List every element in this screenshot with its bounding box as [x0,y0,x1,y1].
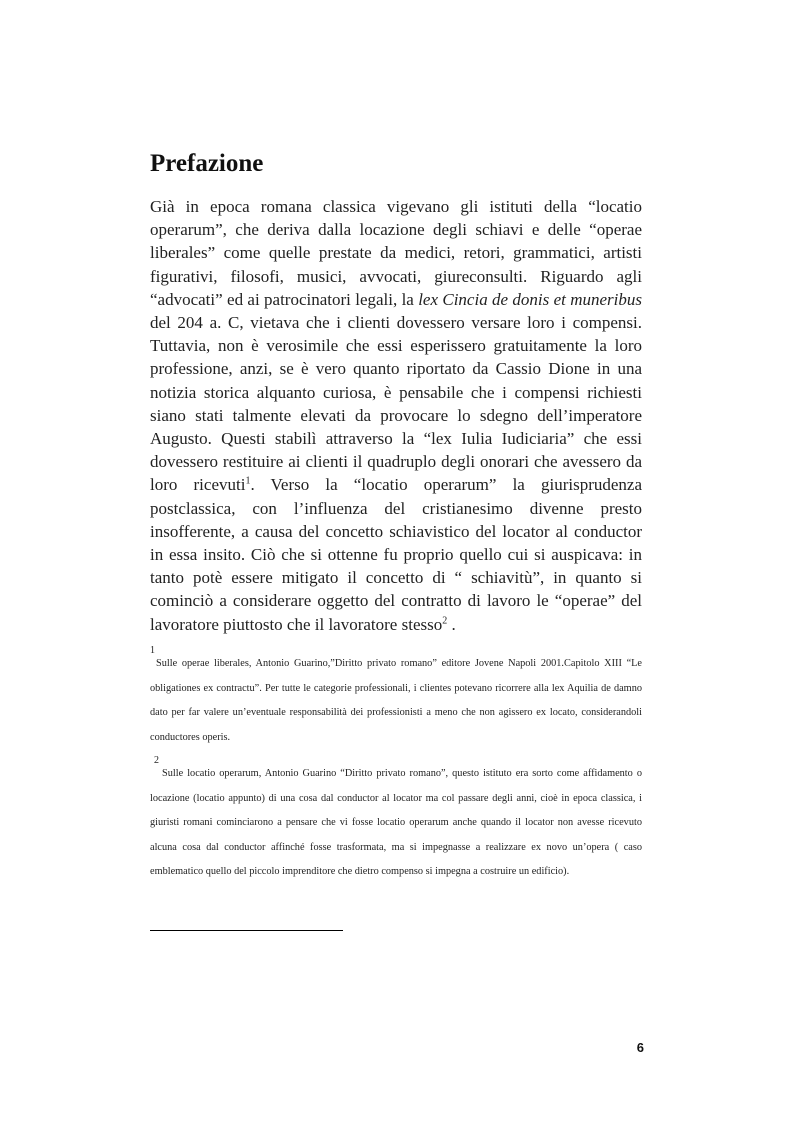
footnote-reference[interactable]: 2 [442,615,448,626]
footnote [150,755,642,885]
footnote-text: Sulle operae liberales, Antonio Guarino,”Diritto privato romano” editore Jovene Napoli 2001.Capitolo XIII “Le obligationes ex contractu”. Per tutte le categorie professionali, i clientes potevano ricorrere alla lex Aquilia de damno dato per far valere un’eventuale responsabilità dei professionisti a meno che non agissero ex locato, considerandoli conductores operis. [150,658,642,743]
paragraph-text: . Verso la “locatio operarum” la giurisprudenza postclassica, con l’influenza del cristianesimo divenne presto insofferente, a causa del concetto schiavistico del locator al conductor in essa insito. Ciò che si ottenne fu proprio quello cui si auspicava: in tanto potè essere mitigato il concetto di “ schiavitù”, in quanto si cominciò a considerare oggetto del contratto di lavoro le “operae” del lavoratore piuttosto che il lavoratore stesso [150,475,642,634]
footnote-separator [150,930,343,931]
page-title: Prefazione [150,150,264,177]
italic-citation: lex Cincia de donis et muneribus [418,289,643,309]
paragraph-text: Già in epoca romana classica vigevano gli istituti della “locatio operarum”, che deriva dalla locazione degli schiavi e delle “operae liberales” come quelle prestate da medici, retori, grammatici, artisti figurativi, filosofi, musici, avvocati, giureconsulti. Riguardo agli “advocati” ed ai patrocinatori legali, la [150,197,642,309]
body-paragraph [150,195,642,636]
page-number: 6 [636,1040,644,1055]
footnote-number: 1 [150,645,155,656]
footnote-reference[interactable]: 1 [245,475,251,487]
footnote [150,645,642,750]
footnote-number: 2 [154,755,159,766]
paragraph-text: . [447,614,456,634]
footnote-text: Sulle locatio operarum, Antonio Guarino “Diritto privato romano”, questo istituto era sorto come affidamento o locazione (locatio appunto) di una cosa dal conductor al locator ma col passare degli anni, cioè in epoca classica, i giuristi romani cominciarono a pensare che vi fosse locatio operarum anche quando il locator non avesse ricevuto alcuna cosa dal conductor affinché fosse trasformata, ma si impegnasse a realizzare ex novo un’opera ( caso emblematico quello del piccolo imprenditore che dietro compenso si impegna a costruire un edificio). [150,768,642,877]
paragraph-text: del 204 a. C, vietava che i clienti dovessero versare loro i compensi. Tuttavia, non è verosimile che essi esperissero gratuitamente la loro professione, anzi, se è vero quanto riportato da Cassio Dione in una notizia storica alquanto curiosa, è pensabile che i compensi richiesti siano stati talmente elevati da provocare lo sdegno dell’imperatore Augusto. Questi stabilì attraverso la “lex Iulia Iudiciaria” che essi dovessero restituire ai clienti il quadruplo degli onorari che avessero da loro ricevuti [150,313,642,495]
